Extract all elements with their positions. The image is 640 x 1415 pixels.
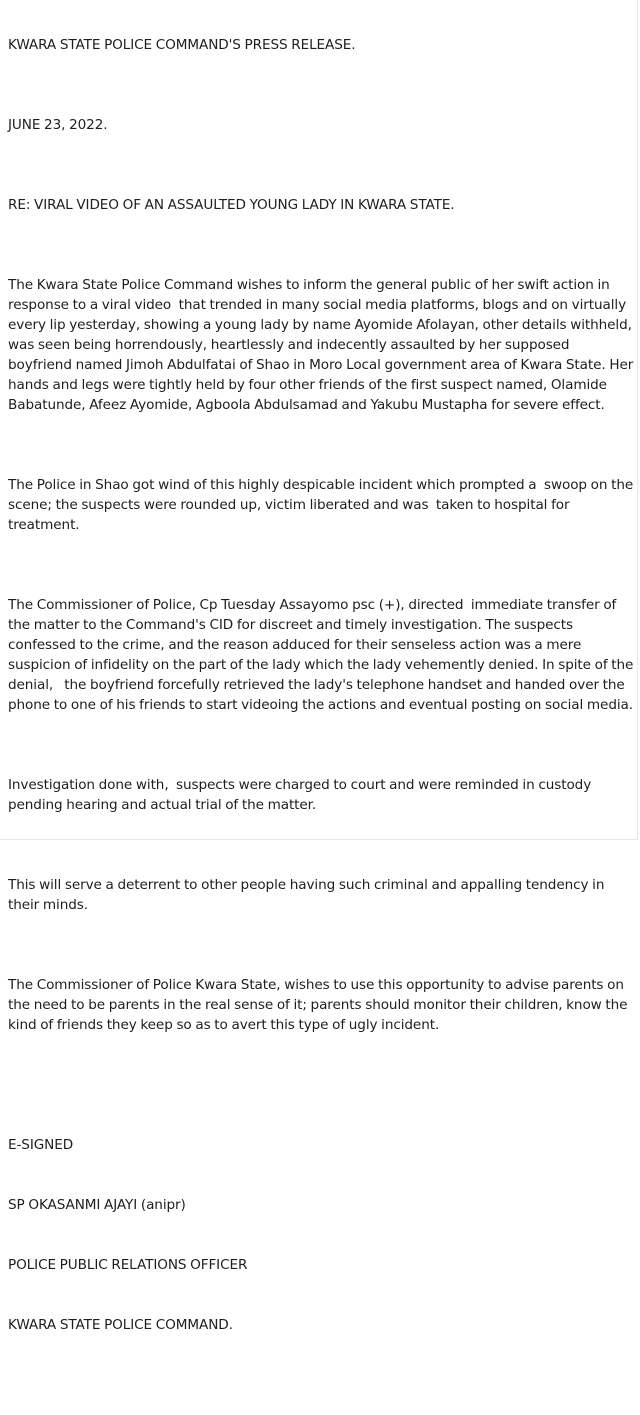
paragraph-advice: The Commissioner of Police Kwara State, wishes to use this opportunity to advise parents on the need to be parents in the real sense of it; parents should monitor their children, know the kind of friends they keep so as to avert this type of ugly incident. xyxy=(8,977,632,1033)
signature-title: POLICE PUBLIC RELATIONS OFFICER xyxy=(8,1257,248,1273)
paragraph-investigation: The Commissioner of Police, Cp Tuesday Assayomo psc (+), directed immediate transfer of the matter to the Command's CID for discreet and timely investigation. The suspects confessed to the crime, and the reason adduced for their senseless action was a mere suspicion of infidelity on the part of the lady which the lady vehemently denied. In spite of the denial, the boyfriend forcefully retrieved the lady's telephone handset and handed over the phone to one of his friends to start videoing the actions and eventual posting on social media. xyxy=(8,597,638,713)
press-release-subject: RE: VIRAL VIDEO OF AN ASSAULTED YOUNG LADY IN KWARA STATE. xyxy=(8,197,455,213)
press-release-header: KWARA STATE POLICE COMMAND'S PRESS RELEASE. xyxy=(8,37,356,53)
signature-organization: KWARA STATE POLICE COMMAND. xyxy=(8,1317,233,1333)
paragraph-intro: The Kwara State Police Command wishes to inform the general public of her swift action in response to a viral video that trended in many social media platforms, blogs and on virtually every lip yesterday, showing a young lady by name Ayomide Afolayan, other details withheld, was seen being horrendously, heartlessly and indecently assaulted by her supposed boyfriend named Jimoh Abdulfatai of Shao in Moro Local government area of Kwara State. Her hands and legs were tightly held by four other friends of the first suspect named, Olamide Babatunde, Afeez Ayomide, Agboola Abdulsamad and Yakubu Mustapha for severe effect. xyxy=(8,277,637,413)
press-release-date: JUNE 23, 2022. xyxy=(8,117,108,133)
paragraph-police-action: The Police in Shao got wind of this highly despicable incident which prompted a swoop on the scene; the suspects were rounded up, victim liberated and was taken to hospital for treatment. xyxy=(8,477,637,533)
signature-e-signed: E-SIGNED xyxy=(8,1137,74,1153)
press-release-body xyxy=(8,0,638,1415)
signature-name: SP OKASANMI AJAYI (anipr) xyxy=(8,1197,186,1213)
paragraph-deterrent: This will serve a deterrent to other people having such criminal and appalling tendency in their minds. xyxy=(8,877,609,913)
paragraph-court: Investigation done with, suspects were charged to court and were reminded in custody pending hearing and actual trial of the matter. xyxy=(8,777,595,813)
signature-block xyxy=(8,1095,634,1375)
